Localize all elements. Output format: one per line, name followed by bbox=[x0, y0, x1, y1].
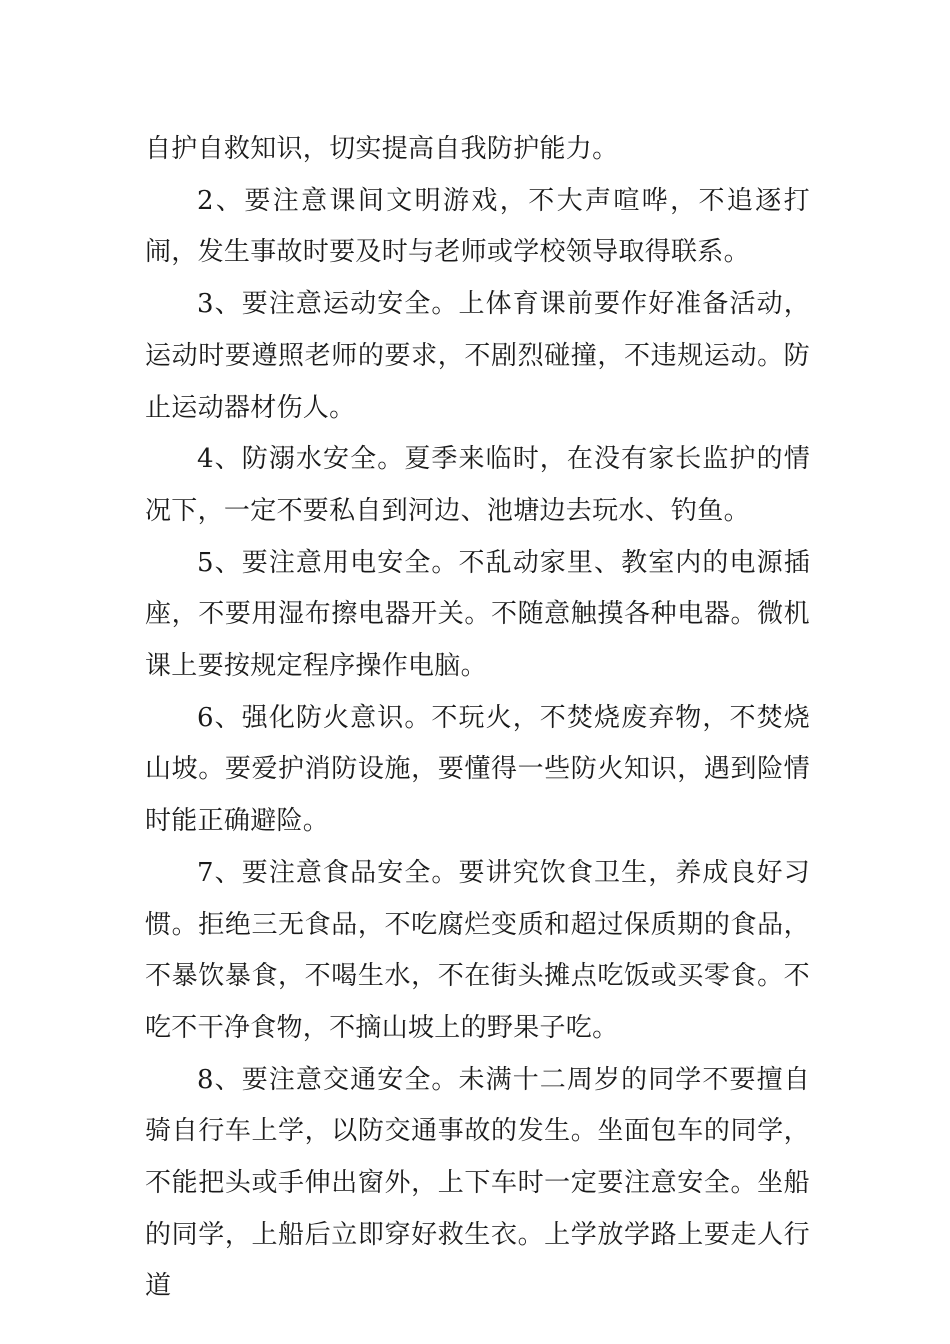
paragraph-item-4: 4、防溺水安全。夏季来临时，在没有家长监护的情况下，一定不要私自到河边、池塘边去玩水、钓鱼。 bbox=[145, 444, 810, 526]
paragraph-item-2: 2、要注意课间文明游戏，不大声喧哗，不追逐打闹，发生事故时要及时与老师或学校领导取得联系。 bbox=[145, 185, 810, 268]
paragraph-item-5: 5、要注意用电安全。不乱动家里、教室内的电源插座，不要用湿布擦电器开关。不随意触摸各种电器。微机课上要按规定程序操作电脑。 bbox=[145, 547, 810, 682]
paragraph-continuation: 自护自救知识，切实提高自我防护能力。 bbox=[145, 134, 619, 164]
paragraph-item-7: 7、要注意食品安全。要讲究饮食卫生，养成良好习惯。拒绝三无食品，不吃腐烂变质和超过保质期的食品，不暴饮暴食，不喝生水，不在街头摊点吃饭或买零食。不吃不干净食物，不摘山坡上的野果子吃。 bbox=[145, 857, 810, 1043]
paragraph-item-8: 8、要注意交通安全。未满十二周岁的同学不要擅自骑自行车上学，以防交通事故的发生。坐面包车的同学，不能把头或手伸出窗外，上下车时一定要注意安全。坐船的同学，上船后立即穿好救生衣。上学放学路上要走人行道 bbox=[145, 1064, 810, 1302]
paragraph-item-3: 3、要注意运动安全。上体育课前要作好准备活动，运动时要遵照老师的要求，不剧烈碰撞，不违规运动。防止运动器材伤人。 bbox=[145, 289, 810, 423]
paragraph-item-6: 6、强化防火意识。不玩火，不焚烧废弃物，不焚烧山坡。要爱护消防设施，要懂得一些防火知识，遇到险情时能正确避险。 bbox=[145, 702, 810, 837]
document-page bbox=[145, 124, 810, 1313]
